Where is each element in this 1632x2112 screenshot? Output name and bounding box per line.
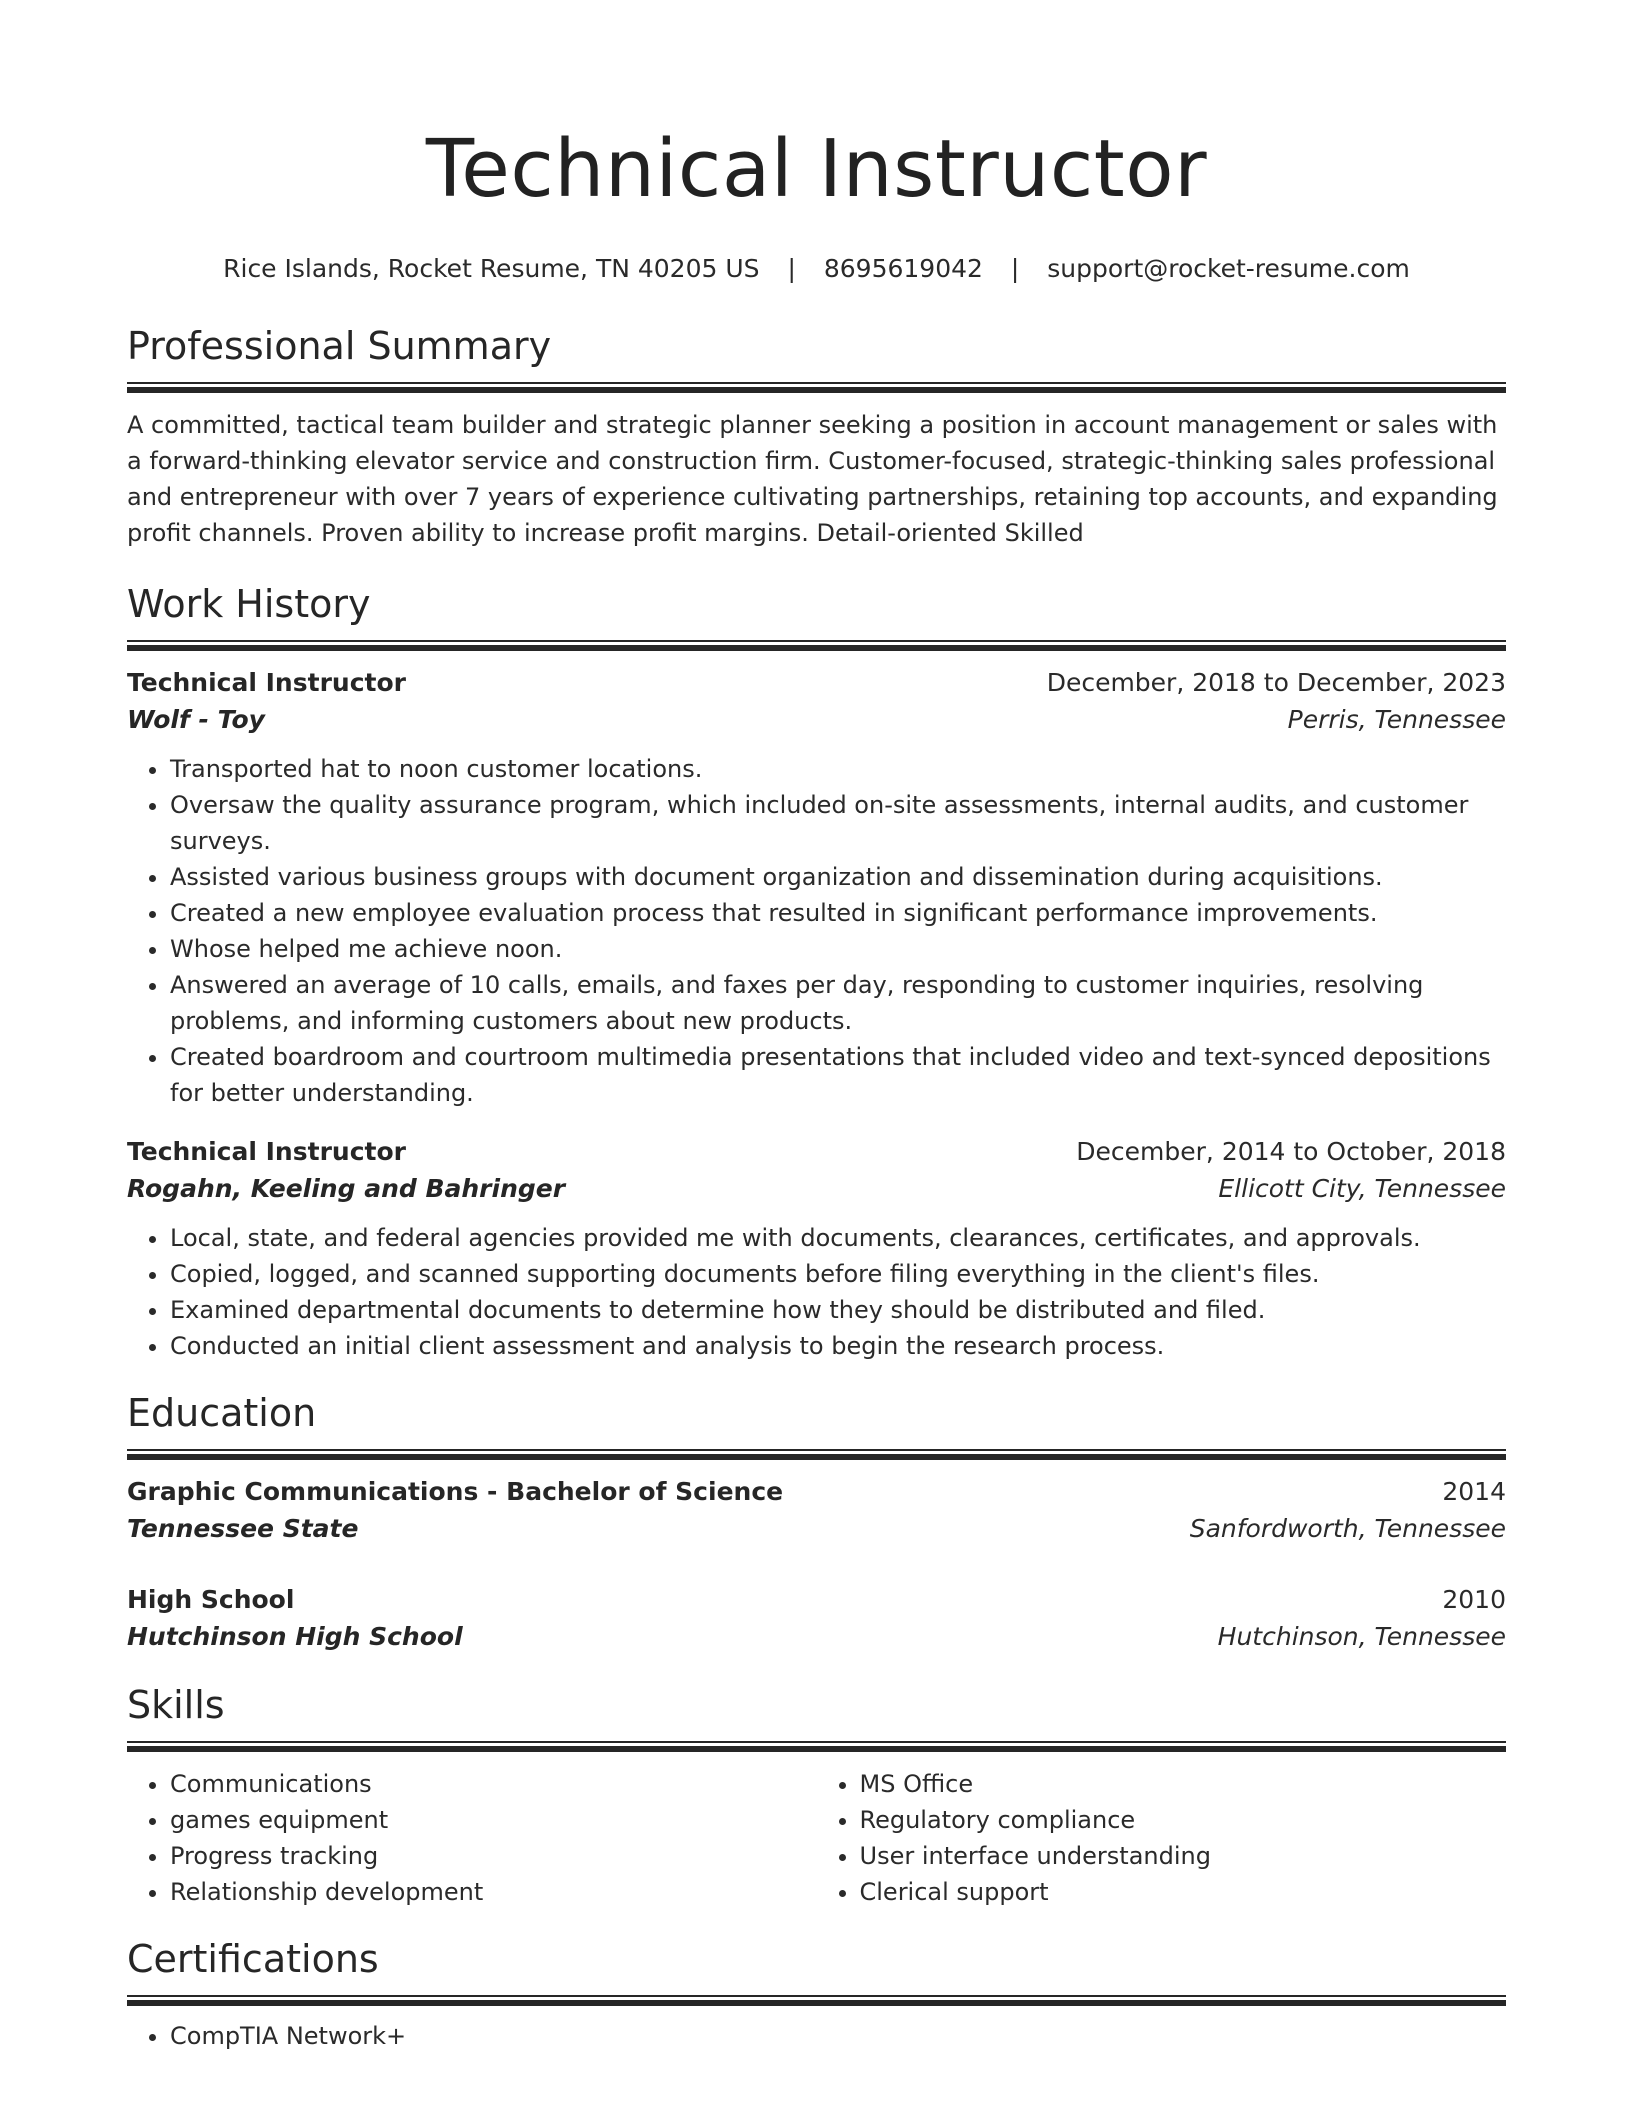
section-title: Certifications (127, 1937, 379, 1981)
education-school: Tennessee State (127, 1514, 359, 1543)
job-bullet: • Conducted an initial client assessment and analysis to begin the research process. (170, 1328, 1506, 1364)
job-header (127, 665, 1506, 701)
resume-name: Technical Instructor (425, 123, 1208, 215)
summary-text: A committed, tactical team builder and strategic planner seeking a position in account management or sales with a forward-thinking elevator service and construction firm. Customer-focused, strategic-thinking sales professional and entrepreneur with over 7 years of experience cultivating partnerships, retaining top accounts, and expanding profit channels. Proven ability to increase profit margins. Detail-oriented Skilled (127, 411, 1498, 547)
job-location: Ellicott City, Tennessee (1218, 1174, 1506, 1203)
job-company: Wolf - Toy (127, 705, 265, 734)
job-location: Perris, Tennessee (1287, 705, 1506, 734)
job-dates: December, 2018 to December, 2023 (1046, 668, 1506, 697)
certifications-list (127, 2018, 1506, 2054)
contact-phone: 8695619042 (823, 254, 983, 283)
education-year: 2014 (1442, 1477, 1506, 1506)
section-title: Skills (127, 1683, 225, 1727)
job-bullet: • Created a new employee evaluation process that resulted in significant performance improvements. (170, 895, 1506, 931)
job-title: Technical Instructor (127, 1137, 406, 1166)
section-title: Work History (127, 582, 371, 626)
skill-item: • Communications (170, 1766, 817, 1802)
job-subheader (127, 1170, 1506, 1208)
skill-item: • MS Office (860, 1766, 1507, 1802)
job-company: Rogahn, Keeling and Bahringer (127, 1174, 566, 1203)
job-bullets (127, 1220, 1506, 1364)
job-bullet: • Assisted various business groups with document organization and dissemination during acquisitions. (170, 859, 1506, 895)
education-entry (127, 1582, 1506, 1656)
job-title: Technical Instructor (127, 668, 406, 697)
section-divider (127, 1741, 1506, 1752)
certification-item: • CompTIA Network+ (170, 2018, 1506, 2054)
section-divider (127, 1995, 1506, 2006)
section-divider (127, 640, 1506, 651)
skills-columns (127, 1766, 1506, 1910)
job-bullet: • Local, state, and federal agencies provided me with documents, clearances, certificates, and approvals. (170, 1220, 1506, 1256)
education-header (127, 1582, 1506, 1618)
education-school: Hutchinson High School (127, 1622, 463, 1651)
skill-item: • User interface understanding (860, 1838, 1507, 1874)
skill-item: • games equipment (170, 1802, 817, 1838)
education-degree: High School (127, 1585, 295, 1614)
work-history-section (127, 579, 1506, 1364)
section-title: Professional Summary (127, 324, 552, 368)
skill-item: • Regulatory compliance (860, 1802, 1507, 1838)
job-bullet: • Transported hat to noon customer locations. (170, 751, 1506, 787)
job-bullet: • Copied, logged, and scanned supporting documents before filing everything in the client's files. (170, 1256, 1506, 1292)
education-entry (127, 1474, 1506, 1548)
education-degree: Graphic Communications - Bachelor of Science (127, 1477, 784, 1506)
contact-separator: | (1010, 254, 1020, 283)
skills-section (127, 1680, 1506, 1910)
job-bullet: • Whose helped me achieve noon. (170, 931, 1506, 967)
education-section (127, 1388, 1506, 1656)
section-divider (127, 382, 1506, 393)
job-bullet: • Created boardroom and courtroom multimedia presentations that included video and text-synced depositions for better understanding. (170, 1039, 1506, 1111)
job-bullet: • Examined departmental documents to determine how they should be distributed and filed. (170, 1292, 1506, 1328)
section-divider (127, 1449, 1506, 1460)
job-subheader (127, 701, 1506, 739)
education-header (127, 1474, 1506, 1510)
job-bullet: • Answered an average of 10 calls, emails, and faxes per day, responding to customer inquiries, resolving problems, and informing customers about new products. (170, 967, 1506, 1039)
job-bullet: • Oversaw the quality assurance program, which included on-site assessments, internal audits, and customer surveys. (170, 787, 1506, 859)
skills-list-right (817, 1766, 1507, 1910)
job-header (127, 1134, 1506, 1170)
skill-item: • Progress tracking (170, 1838, 817, 1874)
summary-section (127, 321, 1506, 551)
skills-list-left (127, 1766, 817, 1910)
job-entry (127, 1134, 1506, 1364)
contact-line (127, 252, 1506, 286)
skill-item: • Clerical support (860, 1874, 1507, 1910)
certifications-section (127, 1934, 1506, 2054)
contact-address: Rice Islands, Rocket Resume, TN 40205 US (223, 254, 760, 283)
education-subheader (127, 1618, 1506, 1656)
job-bullets (127, 751, 1506, 1111)
section-title: Education (127, 1391, 317, 1435)
education-year: 2010 (1442, 1585, 1506, 1614)
job-entry (127, 665, 1506, 1111)
skill-item: • Relationship development (170, 1874, 817, 1910)
contact-separator: | (787, 254, 796, 283)
job-dates: December, 2014 to October, 2018 (1076, 1137, 1506, 1166)
contact-email: support@rocket-resume.com (1047, 254, 1410, 283)
education-location: Hutchinson, Tennessee (1217, 1622, 1506, 1651)
education-subheader (127, 1510, 1506, 1548)
education-location: Sanfordworth, Tennessee (1189, 1514, 1506, 1543)
